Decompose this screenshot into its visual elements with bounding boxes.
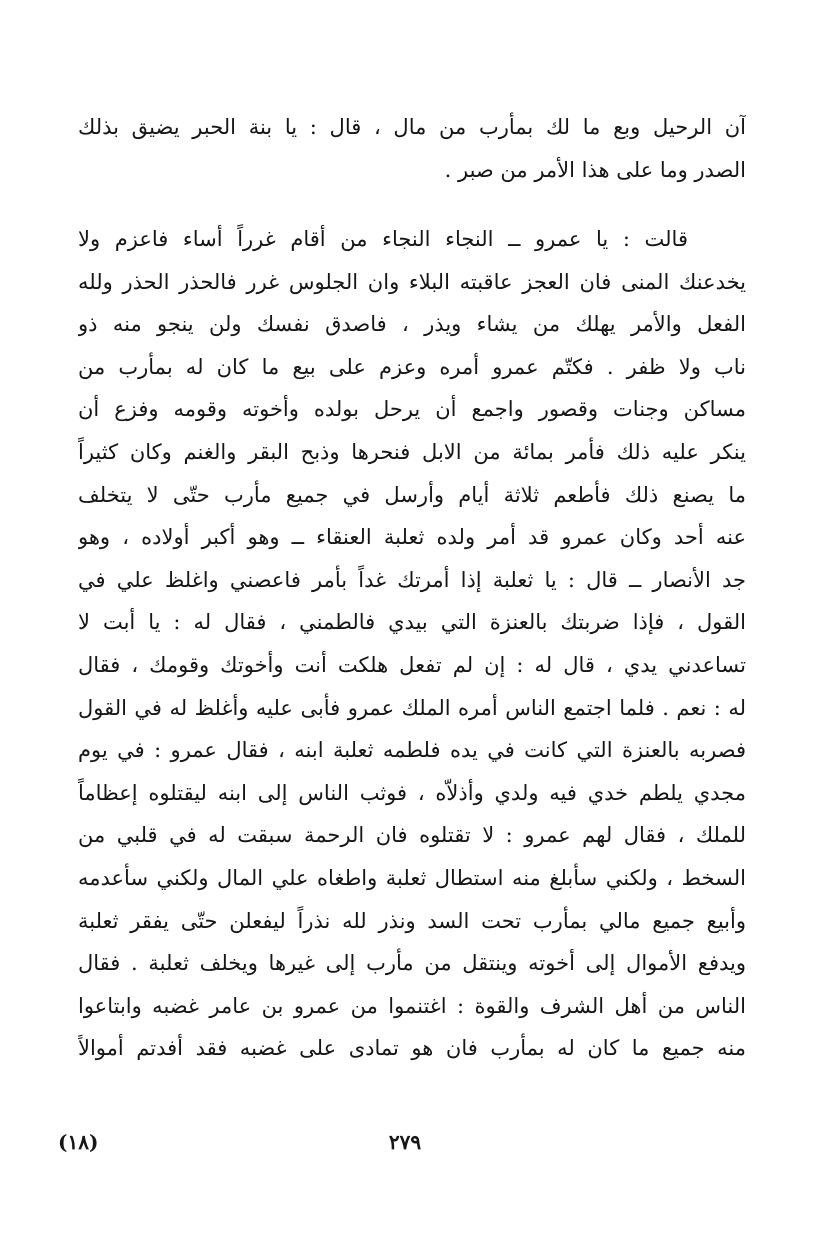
text-line: تساعدني يدي ، قال له : إن لم تفعل هلكت أنت وأخوتك وقومك ، فقال xyxy=(78,652,746,677)
page-number: ٢٧٩ xyxy=(388,1130,422,1154)
text-line: الناس من أهل الشرف والقوة : اغتنموا من عمرو بن عامر غضبه وابتاعوا xyxy=(78,993,746,1018)
text-line: يخدعنك المنى فان العجز عاقبته البلاء وان الجلوس غرر فالحذر الحذر ولله xyxy=(78,269,746,294)
text-line: قالت : يا عمرو ــ النجاء النجاء من أقام غرراً أساء فاعزم ولا xyxy=(78,227,688,251)
text-line: عنه أحد وكان عمرو قد أمر ولده ثعلبة العنقاء ــ وهو أكبر أولاده ، وهو xyxy=(78,525,746,550)
text-line: منه جميع ما كان له بمأرب فان هو تمادى على غضبه فقد أفدتم أموالاً xyxy=(78,1036,746,1061)
text-line: الفعل والأمر يهلك من يشاء ويذر ، فاصدق نفسك ولن ينجو منه ذو xyxy=(78,312,746,337)
text-line: ناب ولا ظفر . فكتّم عمرو أمره وعزم على بيع ما كان له بمأرب من xyxy=(78,354,746,379)
text-line: ويدفع الأموال إلى أخوته وينتقل من مأرب إلى غيرها ويخلف ثعلبة . فقال xyxy=(78,951,746,976)
text-line: الصدر وما على هذا الأمر من صبر . xyxy=(444,157,746,182)
text-line: فصربه بالعنزة التي كانت في يده فلطمه ثعلبة ابنه ، فقال عمرو : في يوم xyxy=(78,738,746,763)
text-line: مجدي يلطم خدي فيه ولدي وأذلاّه ، فوثب الناس إلى ابنه ليقتلوه إعظاماً xyxy=(78,780,746,805)
text-line: وأبيع جميع مالي بمأرب تحت السد ونذر لله نذراً ليفعلن حتّى يفقر ثعلبة xyxy=(78,908,746,933)
text-line: ينكر عليه ذلك فأمر بمائة من الابل فنحرها وذبح البقر والغنم وكان كثيراً xyxy=(78,439,746,464)
text-line: السخط ، ولكني سأبلغ منه استطال ثعلبة واطغاه علي المال ولكني سأعدمه xyxy=(78,865,746,890)
text-line: مساكن وجنات وقصور واجمع أن يرحل بولده وأخوته وقومه وفزع أن xyxy=(78,397,746,422)
signature-mark: (١٨) xyxy=(58,1130,99,1154)
page-footer xyxy=(0,1130,828,1160)
text-line: القول ، فإذا ضربتك بالعنزة التي بيدي فالطمني ، فقال له : يا أبت لا xyxy=(78,610,746,635)
paragraph-2 xyxy=(78,218,746,1070)
text-line: آن الرحيل وبع ما لك بمأرب من مال ، قال : يا بنة الحبر يضيق بذلك xyxy=(78,115,746,139)
text-line: للملك ، فقال لهم عمرو : لا تقتلوه فان الرحمة سبقت له في قلبي من xyxy=(78,823,746,848)
paragraph-1 xyxy=(78,106,746,191)
text-line: له : نعم . فلما اجتمع الناس أمره الملك عمرو فأبى عليه وأغلظ له في القول xyxy=(78,695,746,720)
text-line: ما يصنع ذلك فأطعم ثلاثة أيام وأرسل في جميع مأرب حتّى لا يتخلف xyxy=(78,482,746,507)
text-line: جد الأنصار ــ قال : يا ثعلبة إذا أمرتك غداً بأمر فاعصني واغلظ علي في xyxy=(78,567,746,592)
